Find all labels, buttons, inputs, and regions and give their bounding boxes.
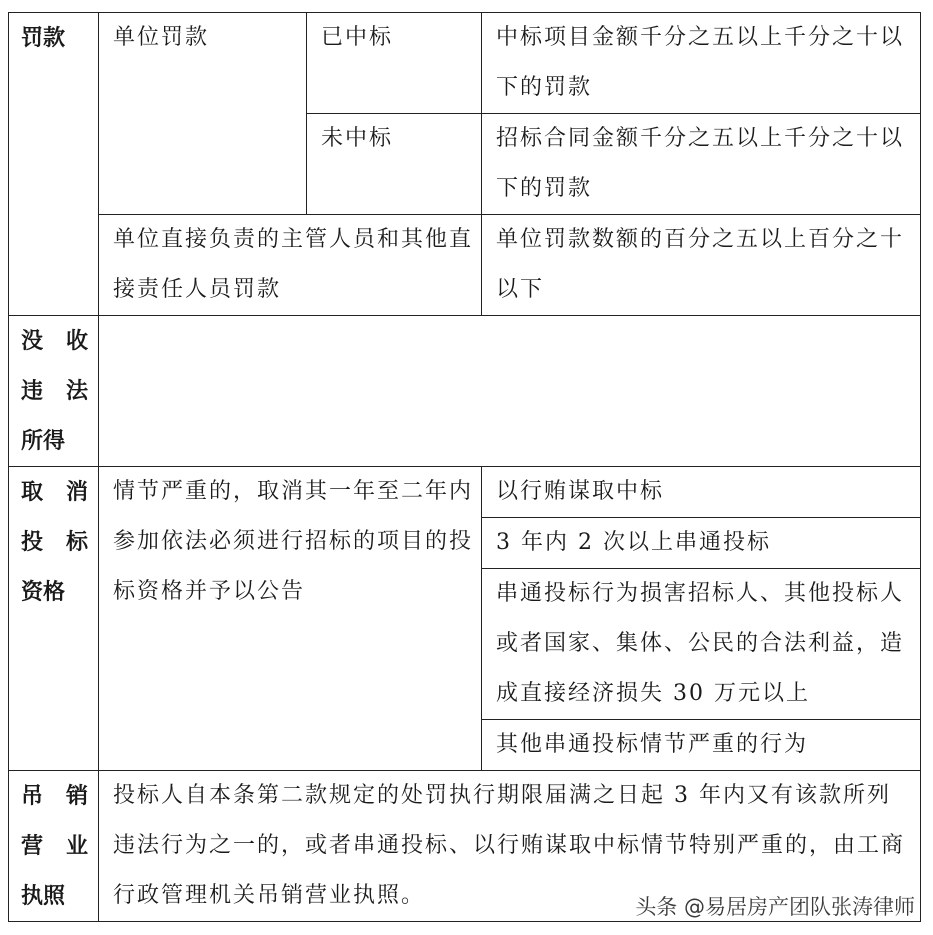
condition-item: 串通投标行为损害招标人、其他投标人或者国家、集体、公民的合法利益，造成直接经济损失 30 万元以上 <box>482 569 921 720</box>
revocation-category <box>9 771 99 922</box>
person-fine-label: 单位直接负责的主管人员和其他直接责任人员罚款 <box>99 215 482 316</box>
confiscation-category-line-1: 没 收 <box>21 328 88 354</box>
disqualification-category-line-2: 投 标 <box>21 529 88 555</box>
revocation-category-line-2: 营 业 <box>21 833 88 859</box>
fine-row-won <box>9 13 921 114</box>
confiscation-row <box>9 316 921 467</box>
disqualification-penalty: 情节严重的，取消其一年至二年内参加依法必须进行招标的项目的投标资格并予以公告 <box>99 467 482 771</box>
revocation-category-line-1: 吊 销 <box>21 783 88 809</box>
penalty-table <box>8 12 921 922</box>
condition-item: 其他串通投标情节严重的行为 <box>482 720 921 771</box>
won-description: 中标项目金额千分之五以上千分之十以下的罚款 <box>482 13 921 114</box>
fine-category <box>9 13 99 316</box>
person-fine-description: 单位罚款数额的百分之五以上百分之十以下 <box>482 215 921 316</box>
condition-item: 3 年内 2 次以上串通投标 <box>482 518 921 569</box>
disqualification-category-line-1: 取 消 <box>21 479 88 505</box>
revocation-category-line-3: 执照 <box>21 883 66 909</box>
disqualification-row-1 <box>9 467 921 518</box>
confiscation-category-line-2: 违 法 <box>21 378 88 404</box>
revocation-text: 投标人自本条第二款规定的处罚执行期限届满之日起 3 年内又有该款所列违法行为之一的，或者串通投标、以行贿谋取中标情节特别严重的，由工商行政管理机关吊销营业执照。 <box>99 771 921 922</box>
fine-row-person <box>9 215 921 316</box>
not-won-label: 未中标 <box>307 114 482 215</box>
watermark: 头条 @易居房产团队张涛律师 <box>633 891 917 921</box>
won-label: 已中标 <box>307 13 482 114</box>
confiscation-content <box>99 316 921 467</box>
confiscation-category-line-3: 所得 <box>21 428 66 454</box>
unit-fine-label: 单位罚款 <box>99 13 307 215</box>
confiscation-category <box>9 316 99 467</box>
disqualification-category <box>9 467 99 771</box>
fine-category-label: 罚款 <box>21 25 66 51</box>
not-won-description: 招标合同金额千分之五以上千分之十以下的罚款 <box>482 114 921 215</box>
condition-item: 以行贿谋取中标 <box>482 467 921 518</box>
disqualification-category-line-3: 资格 <box>21 579 66 605</box>
